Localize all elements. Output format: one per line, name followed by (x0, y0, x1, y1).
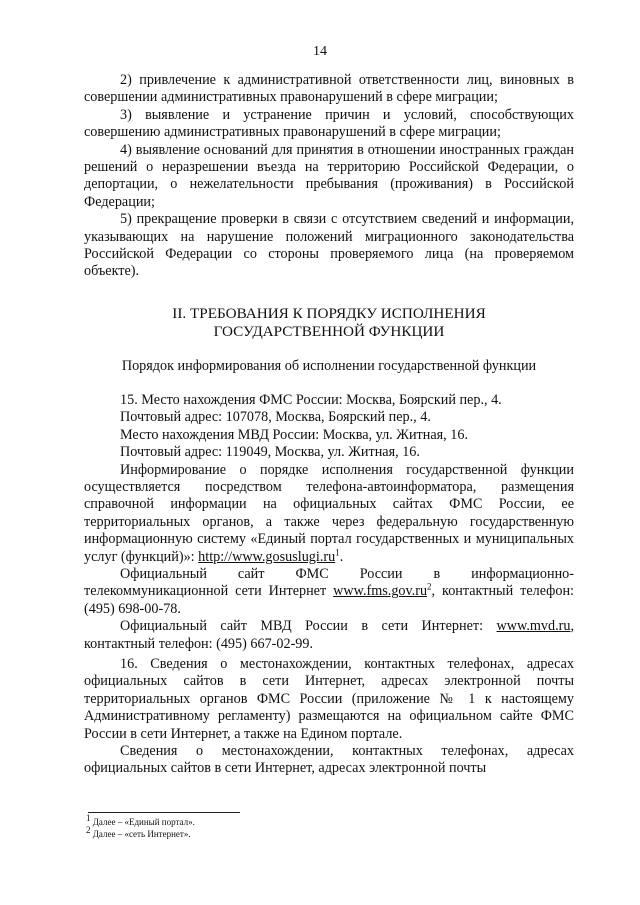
p16-text-1: 16. Сведения о местонахождении, контактных телефонах, адресах официальных сайтов в сети Интернет, адресах электронной почты территориальных органов ФМС России (приложение № 1 к настоящему Административному регламенту) размещаются на официальном сайте ФМС России в сети Интернет, а также на Едином портале. (84, 656, 574, 742)
mvd-location: Место нахождения МВД России: Москва, ул. Житная, 16. (120, 426, 468, 443)
fms-postal-address: Почтовый адрес: 107078, Москва, Боярский пер., 4. (120, 409, 431, 426)
mvd-site-paragraph (84, 618, 574, 653)
list-item-3: 3) выявление и устранение причин и условий, способствующих совершению административных правонарушений в сфере миграции; (84, 106, 574, 141)
page-number: 14 (313, 44, 327, 59)
portal-link[interactable]: http://www.gosuslugi.ru (198, 548, 336, 565)
list-item-4: 4) выявление оснований для принятия в отношении иностранных граждан решений о неразрешении въезда на территорию Российской Федерации, о депортации, о нежелательности пребывания (проживания) в Российской Федерации; (84, 141, 574, 210)
footnote-ref-1: 1 (335, 546, 340, 557)
subheading-block (84, 358, 574, 375)
informing-paragraph: Информирование о порядке исполнения государственной функции осуществляется посредством телефона-автоинформатора, размещения справочной информации на официальных сайтах ФМС России, ее территориальных органов, а также через федеральную государственную информационную систему «Единый портал государственных и муниципальных услуг (функций)»: $http://www.gosuslugi.ru^1$. (84, 461, 574, 565)
paragraph-16 (84, 656, 574, 778)
paragraph-15 (84, 392, 574, 653)
fms-site-text: Официальный сайт ФМС России в информационно-телекоммуникационной сети Интернет (84, 566, 574, 600)
footnote-ref-2: 2 (427, 581, 432, 592)
list-item-2: 2) привлечение к административной ответственности лиц, виновных в совершении административных правонарушений в сфере миграции; (84, 72, 574, 106)
footnote-2 (86, 825, 195, 840)
footnote-1 (86, 813, 195, 828)
mvd-phone: , контактный телефон: (495) 667-02-99. (84, 618, 574, 652)
list-block (84, 72, 574, 281)
footnote-text-1: Далее – «Единый портал». (90, 817, 195, 827)
mvd-site-text: Официальный сайт МВД России в сети Интернет: (120, 618, 497, 635)
section-heading (84, 305, 574, 341)
footnote-separator (88, 812, 240, 813)
fms-phone: , контактный телефон: (495) 698-00-78. (84, 583, 574, 617)
footnote-mark-1: 1 (86, 813, 91, 823)
fms-location: 15. Место нахождения ФМС России: Москва, Боярский пер., 4. (120, 392, 502, 408)
fms-site-link[interactable]: www.fms.gov.ru (333, 583, 428, 600)
subheading: Порядок информирования об исполнении государственной функции (121, 358, 537, 374)
list-item-5: 5) прекращение проверки в связи с отсутствием сведений и информации, указывающих на нарушение положений миграционного законодательства Российской Федерации со стороны проверяемого лица (на проверяемом объекте). (84, 211, 574, 280)
section-heading-line2: ГОСУДАРСТВЕННОЙ ФУНКЦИИ (213, 323, 445, 340)
p16-text-2: Сведения о местонахождении, контактных телефонах, адресах официальных сайтов в сети Интернет, адресах электронной почты (84, 743, 574, 777)
mvd-site-link[interactable]: www.mvd.ru (496, 618, 571, 635)
mvd-postal-address: Почтовый адрес: 119049, Москва, ул. Житная, 16. (120, 444, 420, 461)
footnote-text-2: Далее – «сеть Интернет». (90, 829, 191, 839)
footnote-mark-2: 2 (86, 825, 91, 835)
informing-text: Информирование о порядке исполнения государственной функции осуществляется посредством телефона-автоинформатора, размещения справочной информации на официальных сайтах ФМС России, ее территориальных органов, а также через федеральную государственную информационную систему «Единый портал государственных и муниципальных услуг (функций)»: (84, 461, 574, 565)
footnotes (86, 813, 195, 840)
section-heading-line1: II. ТРЕБОВАНИЯ К ПОРЯДКУ ИСПОЛНЕНИЯ (172, 305, 486, 322)
fms-site-paragraph (84, 566, 574, 618)
